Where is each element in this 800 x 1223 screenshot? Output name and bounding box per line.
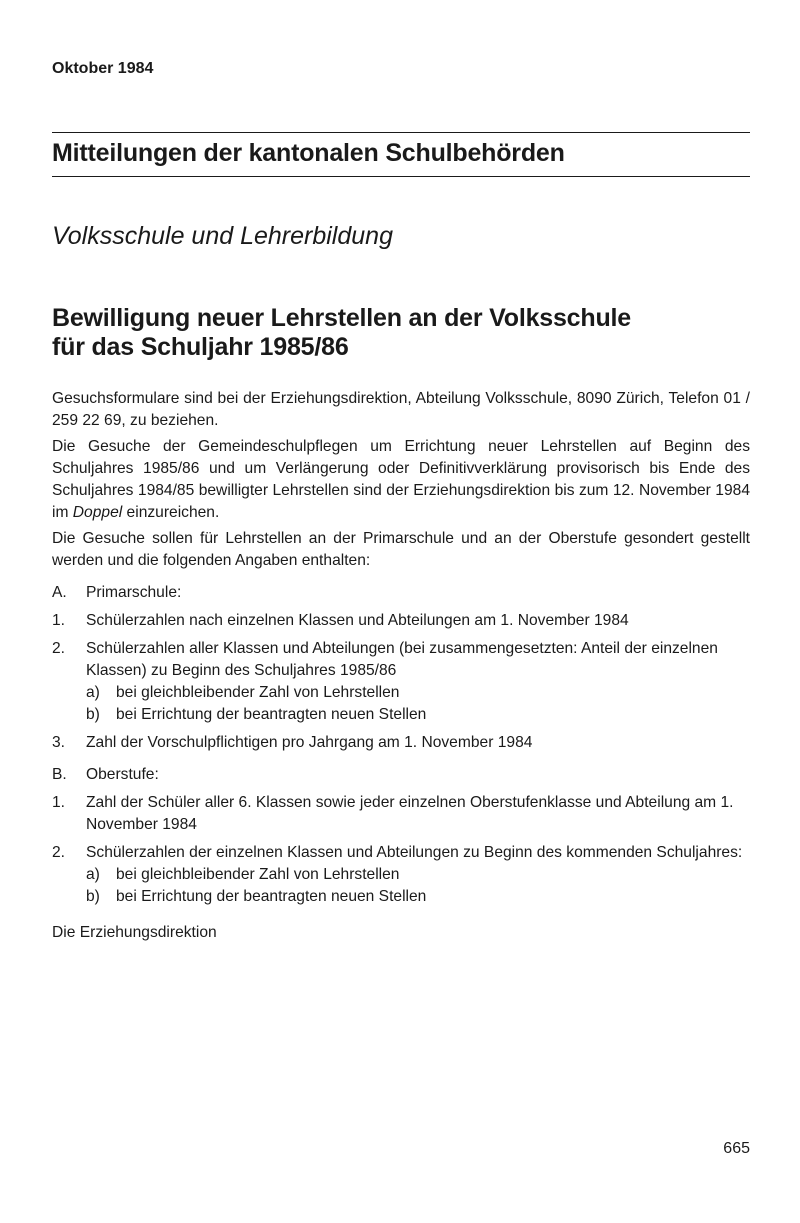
list-item — [52, 610, 750, 632]
list-subitem-marker: b) — [86, 706, 100, 723]
list-section-b — [52, 764, 750, 908]
list-item-number: 1. — [52, 794, 66, 811]
list-subitem — [86, 682, 750, 704]
paragraph-3: Die Gesuche sollen für Lehrstellen an der Primarschule und an der Oberstufe gesondert gestellt werden und die folgenden Angaben enthalten: — [52, 530, 750, 569]
list-subitem-marker: a) — [86, 866, 100, 883]
list-item-text: Schülerzahlen aller Klassen und Abteilungen (bei zusammengesetzten: Anteil der einzelnen Klassen) zu Beginn des Schuljahres 1985/86 — [86, 640, 718, 679]
list-item — [52, 792, 750, 836]
article-body — [52, 388, 750, 944]
article-title-line2: für das Schuljahr 1985/86 — [52, 333, 349, 361]
paragraph-2-text: Die Gesuche der Gemeindeschulpflegen um Errichtung neuer Lehrstellen auf Beginn des Schuljahres 1985/86 und um Verlängerung oder Definitivverklärung provisorisch bis Ende des Schuljahres 1984/85 bewilligter Lehrstellen sind der Erziehungsdirektion bis zum 12. November 1984 im — [52, 438, 750, 521]
list-item-number: 2. — [52, 640, 66, 657]
list-marker: A. — [52, 584, 67, 601]
article-title — [52, 304, 631, 362]
top-divider — [52, 132, 750, 133]
list-item — [52, 638, 750, 682]
page-heading: Mitteilungen der kantonalen Schulbehörden — [52, 139, 565, 167]
list-item-text: Schülerzahlen nach einzelnen Klassen und Abteilungen am 1. November 1984 — [86, 612, 629, 629]
list-subitem-text: bei Errichtung der beantragten neuen Stellen — [116, 706, 427, 723]
list-subitem — [86, 886, 750, 908]
list-subitem-text: bei gleichbleibender Zahl von Lehrstellen — [116, 684, 400, 701]
paragraph-2-tail: einzureichen. — [122, 504, 220, 521]
document-page — [52, 0, 750, 1223]
page-number: 665 — [723, 1140, 750, 1157]
list-heading-label: Oberstufe: — [86, 766, 159, 783]
list-item-text: Zahl der Vorschulpflichtigen pro Jahrgang am 1. November 1984 — [86, 734, 533, 751]
article-title-line1: Bewilligung neuer Lehrstellen an der Volksschule — [52, 304, 631, 332]
bottom-divider — [52, 176, 750, 177]
list-item-number: 3. — [52, 734, 66, 751]
list-marker: B. — [52, 766, 67, 783]
list-subitem-text: bei gleichbleibender Zahl von Lehrstellen — [116, 866, 400, 883]
list-heading — [52, 582, 750, 604]
list-item-number: 2. — [52, 844, 66, 861]
paragraph-1: Gesuchsformulare sind bei der Erziehungsdirektion, Abteilung Volksschule, 8090 Zürich, Telefon 01 / 259 22 69, zu beziehen. — [52, 390, 750, 429]
list-heading-label: Primarschule: — [86, 584, 182, 601]
list-item-text: Schülerzahlen der einzelnen Klassen und Abteilungen zu Beginn des kommenden Schuljahres: — [86, 844, 743, 861]
list-subitem — [86, 864, 750, 886]
list-item — [52, 732, 750, 754]
paragraph-2 — [52, 436, 750, 524]
list-subitem — [86, 704, 750, 726]
issue-date: Oktober 1984 — [52, 60, 154, 77]
list-item — [52, 842, 750, 864]
signoff: Die Erziehungsdirektion — [52, 924, 217, 941]
list-section-a — [52, 582, 750, 754]
list-item-text: Zahl der Schüler aller 6. Klassen sowie jeder einzelnen Oberstufenklasse und Abteilung am 1. November 1984 — [86, 794, 734, 833]
list-subitem-marker: a) — [86, 684, 100, 701]
section-title: Volksschule und Lehrerbildung — [52, 222, 393, 250]
list-subitem-marker: b) — [86, 888, 100, 905]
list-subitem-text: bei Errichtung der beantragten neuen Stellen — [116, 888, 427, 905]
list-item-number: 1. — [52, 612, 66, 629]
paragraph-2-emphasis: Doppel — [72, 504, 123, 521]
list-heading — [52, 764, 750, 786]
